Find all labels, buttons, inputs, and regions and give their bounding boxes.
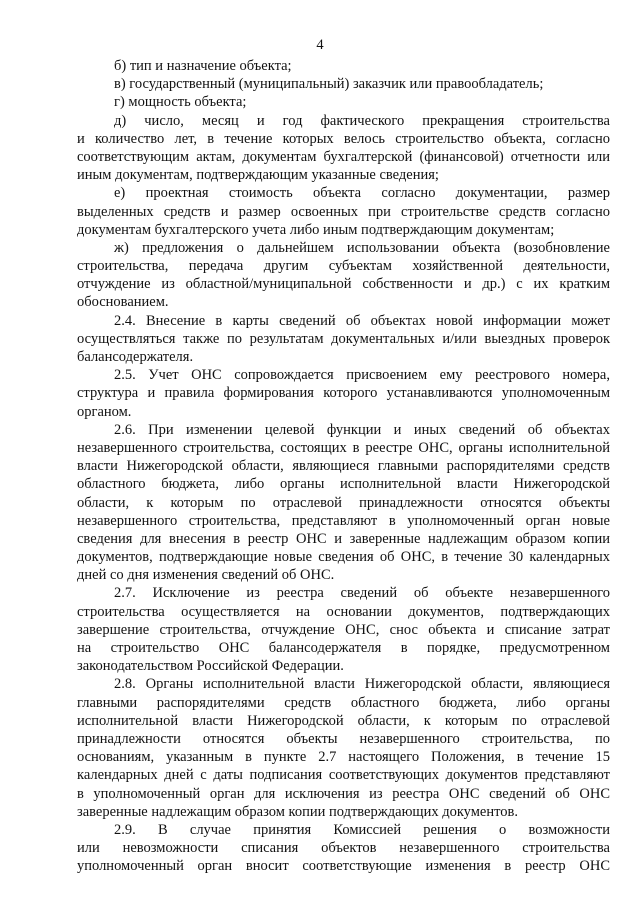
text-line: исполнительной власти Нижегородской области, к которым по отраслевой — [77, 712, 610, 729]
text-line: календарных дней с даты подписания соответствующих документов представляют — [77, 767, 610, 784]
text-line: и количество лет, в течение которых велось строительство объекта, согласно — [77, 130, 610, 147]
text-line: областного бюджета, либо органы исполнительной власти Нижегородской — [77, 476, 610, 493]
text-line: заверенные надлежащим образом копии подтверждающих документов. — [77, 803, 518, 820]
text-line: 2.4. Внесение в карты сведений об объектах новой информации может — [114, 312, 610, 329]
text-line: незавершенного строительства, состоящих в реестре ОНС, органы исполнительной — [77, 439, 610, 456]
text-line: незавершенного строительства, представляют в уполномоченный орган новые — [77, 512, 610, 529]
text-line: или невозможности списания объектов незавершенного строительства — [77, 840, 610, 857]
text-line: дней со дня изменения сведений об ОНС. — [77, 567, 335, 584]
text-line: балансодержателя. — [77, 349, 194, 365]
text-line: ж) предложения о дальнейшем использовании объекта (возобновление — [114, 239, 610, 256]
text-line: иным документам, подтверждающим указанные сведения; — [77, 167, 439, 184]
text-line: структура и правила формирования которого устанавливаются уполномоченным — [77, 385, 610, 402]
text-line: органом. — [77, 403, 132, 420]
text-line: основаниям, указанным в пункте 2.7 настоящего Положения, в течение 15 — [77, 749, 610, 766]
text-line: 2.6. При изменении целевой функции и иных сведений об объектах — [114, 421, 610, 438]
text-line: сведения для внесения в реестр ОНС и заверенные надлежащим образом копии — [77, 530, 610, 547]
text-line: документам бухгалтерского учета либо иным подтверждающим документам; — [77, 221, 555, 238]
text-line: документов, подтверждающие новые сведения об ОНС, в течение 30 календарных — [77, 549, 610, 566]
text-line: б) тип и назначение объекта; — [114, 58, 292, 74]
text-line: выделенных средств и размер освоенных при строительстве средств согласно — [77, 203, 610, 220]
document-body — [77, 57, 610, 875]
text-line: д) число, месяц и год фактического прекращения строительства — [114, 112, 610, 129]
text-line: 2.7. Исключение из реестра сведений об объекте незавершенного — [114, 585, 610, 602]
text-line: 2.5. Учет ОНС сопровождается присвоением ему реестрового номера, — [114, 367, 610, 384]
text-line: принадлежности относятся объекты незавершенного строительства, по — [77, 730, 610, 747]
text-line: 2.9. В случае принятия Комиссией решения о возможности — [114, 821, 610, 838]
text-line: 2.8. Органы исполнительной власти Нижегородской области, являющиеся — [114, 676, 610, 693]
text-line: соответствующим актам, документам бухгалтерской (финансовой) отчетности или — [77, 148, 610, 165]
text-line: строительства осуществляется на основании документов, подтверждающих — [77, 603, 610, 620]
text-line: в) государственный (муниципальный) заказчик или правообладатель; — [114, 76, 544, 93]
text-line: власти Нижегородской области, являющиеся главными распорядителями средств — [77, 458, 610, 475]
text-line: завершение строительства, отчуждение ОНС, снос объекта и списание затрат — [77, 621, 610, 638]
page-number: 4 — [316, 37, 324, 53]
text-line: е) проектная стоимость объекта согласно документации, размер — [114, 185, 610, 202]
text-line: обоснованием. — [77, 294, 169, 311]
text-line: области, к которым по отраслевой принадлежности относятся объекты — [77, 494, 610, 511]
text-line: главными распорядителями средств областного бюджета, либо органы — [77, 694, 610, 711]
text-line: строительства, передача другим субъектам хозяйственной деятельности, — [77, 258, 610, 275]
text-line: осуществляться также по результатам документальных и/или выездных проверок — [77, 330, 610, 347]
text-line: отчуждение из областной/муниципальной собственности и др.) с их кратким — [77, 276, 610, 293]
text-line: г) мощность объекта; — [114, 94, 247, 111]
text-line: в уполномоченный орган для исключения из реестра ОНС сведений об ОНС — [77, 785, 610, 802]
text-line: законодательством Российской Федерации. — [77, 658, 344, 675]
text-line: на строительство ОНС балансодержателя в порядке, предусмотренном — [77, 640, 610, 656]
text-line: уполномоченный орган вносит соответствующие изменения в реестр ОНС — [77, 858, 610, 875]
